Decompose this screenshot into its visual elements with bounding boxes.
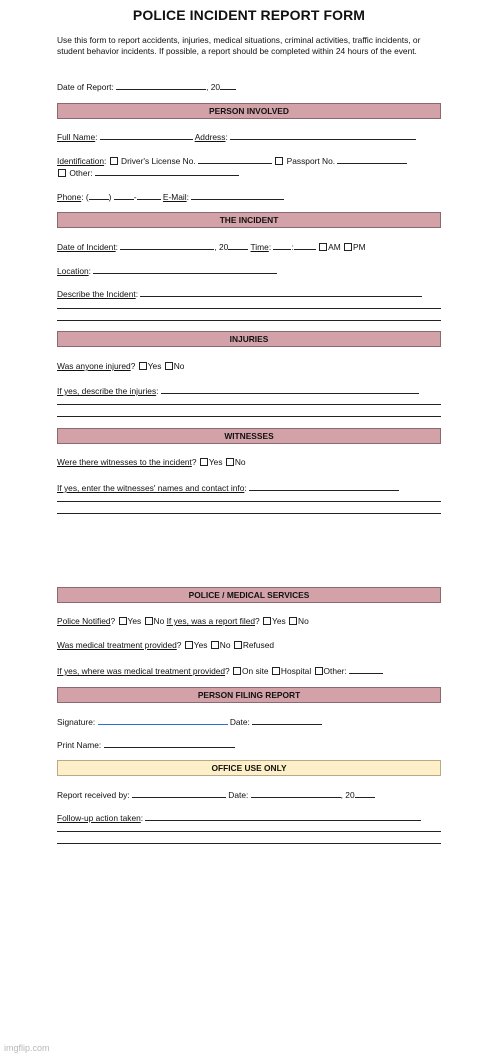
id-other-field[interactable]	[95, 166, 239, 176]
incident-year-field[interactable]	[228, 240, 248, 250]
incident-date-label: Date of Incident	[57, 242, 116, 252]
witnesses-question-mark: ?	[191, 457, 197, 467]
date-of-report-year-prefix: , 20	[206, 82, 221, 92]
phone-dash: -	[133, 192, 137, 202]
pm-label: PM	[353, 242, 366, 252]
report-filed-yes-checkbox[interactable]	[263, 617, 271, 625]
describe-injuries-row	[57, 384, 419, 397]
received-by-label: Report received by:	[57, 790, 130, 800]
office-year-field[interactable]	[355, 788, 375, 798]
hospital-label: Hospital	[280, 666, 312, 676]
id-other-checkbox[interactable]	[58, 169, 66, 177]
witnesses-info-row	[57, 481, 399, 494]
address-label: Address	[194, 132, 226, 142]
hospital-checkbox[interactable]	[272, 667, 280, 675]
witnesses-no-label: No	[234, 457, 246, 467]
full-name-label: Full Name	[57, 132, 96, 142]
address-field[interactable]	[230, 130, 416, 140]
location-row	[57, 264, 277, 277]
intro-text: Use this form to report accidents, injuries, medical situations, criminal activities, traffic incidents, or student behavior incidents. If possible, a report should be completed within 24 hours of the event.	[57, 35, 421, 56]
section-the-incident: THE INCIDENT	[57, 212, 441, 228]
drivers-license-label: Driver's License No.	[121, 156, 196, 166]
witnesses-yes-label: Yes	[208, 457, 223, 467]
location-colon: :	[88, 266, 91, 276]
location-label: Location	[57, 266, 89, 276]
identification-label: Identification	[57, 156, 105, 166]
police-notified-question-mark: ?	[110, 616, 116, 626]
treatment-row	[57, 640, 274, 651]
email-colon: :	[186, 192, 189, 202]
treatment-other-label: Other:	[323, 666, 347, 676]
treatment-yes-label: Yes	[193, 640, 208, 650]
phone-number-field[interactable]	[137, 190, 161, 200]
report-filed-question-mark: ?	[255, 616, 260, 626]
signature-row	[57, 715, 322, 728]
full-name-colon: :	[95, 132, 98, 142]
imgflip-watermark: imgflip.com	[4, 1043, 50, 1053]
drivers-license-field[interactable]	[198, 154, 272, 164]
email-label: E-Mail	[162, 192, 187, 202]
police-notified-row	[57, 616, 309, 627]
describe-incident-row	[57, 287, 422, 300]
incident-date-colon: :	[115, 242, 118, 252]
on-site-label: On site	[242, 666, 269, 676]
signature-label: Signature:	[57, 717, 96, 727]
police-notified-yes-checkbox[interactable]	[119, 617, 127, 625]
section-person-involved: PERSON INVOLVED	[57, 103, 441, 119]
describe-incident-field[interactable]	[140, 287, 422, 297]
witnesses-info-field[interactable]	[249, 481, 399, 491]
follow-up-line-2[interactable]	[57, 831, 441, 832]
witnesses-info-colon: :	[244, 483, 247, 493]
incident-year-prefix: , 20	[214, 242, 229, 252]
on-site-checkbox[interactable]	[233, 667, 241, 675]
print-name-label: Print Name:	[57, 740, 102, 750]
treatment-question-mark: ?	[176, 640, 182, 650]
injured-yes-checkbox[interactable]	[139, 362, 147, 370]
police-notified-yes-label: Yes	[127, 616, 142, 626]
date-of-report-row	[57, 80, 236, 93]
phone-close-paren: )	[108, 192, 112, 202]
injured-question-label: Was anyone injured	[57, 361, 131, 371]
follow-up-line-3[interactable]	[57, 843, 441, 844]
passport-label: Passport No.	[286, 156, 336, 166]
am-label: AM	[328, 242, 341, 252]
injured-question-row	[57, 361, 184, 372]
signature-field[interactable]	[98, 715, 228, 725]
police-notified-label: Police Notified	[57, 616, 111, 626]
passport-field[interactable]	[337, 154, 407, 164]
witnesses-no-checkbox[interactable]	[226, 458, 234, 466]
phone-colon: :	[81, 192, 84, 202]
filing-date-label: Date:	[229, 717, 250, 727]
injured-no-label: No	[173, 361, 185, 371]
address-colon: :	[225, 132, 228, 142]
section-police-medical: POLICE / MEDICAL SERVICES	[57, 587, 441, 603]
treatment-where-row	[57, 664, 383, 677]
report-filed-yes-label: Yes	[272, 616, 286, 626]
incident-time-label: Time	[250, 242, 269, 252]
office-date-field[interactable]	[251, 788, 341, 798]
follow-up-label: Follow-up action taken	[57, 813, 141, 823]
section-injuries: INJURIES	[57, 331, 441, 347]
phone-email-row	[57, 190, 284, 203]
phone-label: Phone	[57, 192, 82, 202]
id-other-label: Other:	[69, 168, 93, 178]
treatment-no-checkbox[interactable]	[211, 641, 219, 649]
report-filed-label: If yes, was a report filed	[166, 616, 256, 626]
describe-incident-label: Describe the Incident	[57, 289, 136, 299]
follow-up-row	[57, 811, 421, 824]
am-checkbox[interactable]	[319, 243, 327, 251]
describe-injuries-line-3[interactable]	[57, 416, 441, 417]
treatment-other-checkbox[interactable]	[315, 667, 323, 675]
injured-yes-label: Yes	[147, 361, 162, 371]
treatment-label: Was medical treatment provided	[57, 640, 177, 650]
witnesses-info-label: If yes, enter the witnesses' names and contact info	[57, 483, 245, 493]
treatment-refused-label: Refused	[242, 640, 275, 650]
incident-date-time-row	[57, 240, 366, 253]
phone-area-field[interactable]	[89, 190, 109, 200]
follow-up-field[interactable]	[145, 811, 421, 821]
section-witnesses: WITNESSES	[57, 428, 441, 444]
describe-injuries-field[interactable]	[161, 384, 419, 394]
describe-incident-colon: :	[135, 289, 139, 299]
treatment-yes-checkbox[interactable]	[185, 641, 193, 649]
police-notified-no-checkbox[interactable]	[145, 617, 153, 625]
treatment-where-label: If yes, where was medical treatment provided	[57, 666, 226, 676]
report-filed-no-label: No	[298, 616, 309, 626]
section-person-filing: PERSON FILING REPORT	[57, 687, 441, 703]
full-name-field[interactable]	[100, 130, 193, 140]
witnesses-info-line-2[interactable]	[57, 501, 441, 502]
phone-prefix-field[interactable]	[114, 190, 134, 200]
form-title: POLICE INCIDENT REPORT FORM	[132, 7, 366, 23]
report-filed-no-checkbox[interactable]	[289, 617, 297, 625]
name-address-row	[57, 130, 416, 143]
incident-time-colon: :	[268, 242, 272, 252]
received-by-field[interactable]	[132, 788, 226, 798]
office-date-label: Date:	[228, 790, 249, 800]
phone-open-paren: (	[85, 192, 89, 202]
date-of-report-year-field[interactable]	[220, 80, 236, 90]
treatment-no-label: No	[219, 640, 231, 650]
location-field[interactable]	[93, 264, 277, 274]
witnesses-question-label: Were there witnesses to the incident	[57, 457, 192, 467]
section-office-use: OFFICE USE ONLY	[57, 760, 441, 776]
treatment-refused-checkbox[interactable]	[234, 641, 242, 649]
passport-checkbox[interactable]	[275, 157, 283, 165]
witnesses-yes-checkbox[interactable]	[200, 458, 208, 466]
date-of-report-field[interactable]	[116, 80, 206, 90]
drivers-license-checkbox[interactable]	[110, 157, 118, 165]
treatment-other-field[interactable]	[349, 664, 383, 674]
injured-no-checkbox[interactable]	[165, 362, 173, 370]
follow-up-colon: :	[140, 813, 144, 823]
injured-question-mark: ?	[130, 361, 136, 371]
describe-incident-line-2[interactable]	[57, 308, 441, 309]
witnesses-question-row	[57, 457, 246, 468]
describe-injuries-colon: :	[156, 386, 159, 396]
received-by-row	[57, 788, 375, 801]
incident-date-field[interactable]	[120, 240, 214, 250]
police-notified-no-label: No	[153, 616, 165, 626]
identification-other-row	[57, 166, 239, 179]
print-name-field[interactable]	[104, 738, 235, 748]
describe-incident-line-3[interactable]	[57, 320, 441, 321]
describe-injuries-label: If yes, describe the injuries	[57, 386, 157, 396]
treatment-where-question-mark: ?	[225, 666, 230, 676]
print-name-row	[57, 738, 235, 751]
witnesses-info-line-3[interactable]	[57, 513, 441, 514]
incident-time-separator: :	[291, 242, 294, 252]
email-field[interactable]	[191, 190, 284, 200]
office-year-prefix: , 20	[340, 790, 355, 800]
identification-colon: :	[104, 156, 107, 166]
incident-minute-field[interactable]	[294, 240, 316, 250]
date-of-report-label: Date of Report:	[57, 82, 114, 92]
filing-date-field[interactable]	[252, 715, 322, 725]
incident-hour-field[interactable]	[273, 240, 294, 252]
describe-injuries-line-2[interactable]	[57, 404, 441, 405]
pm-checkbox[interactable]	[344, 243, 352, 251]
